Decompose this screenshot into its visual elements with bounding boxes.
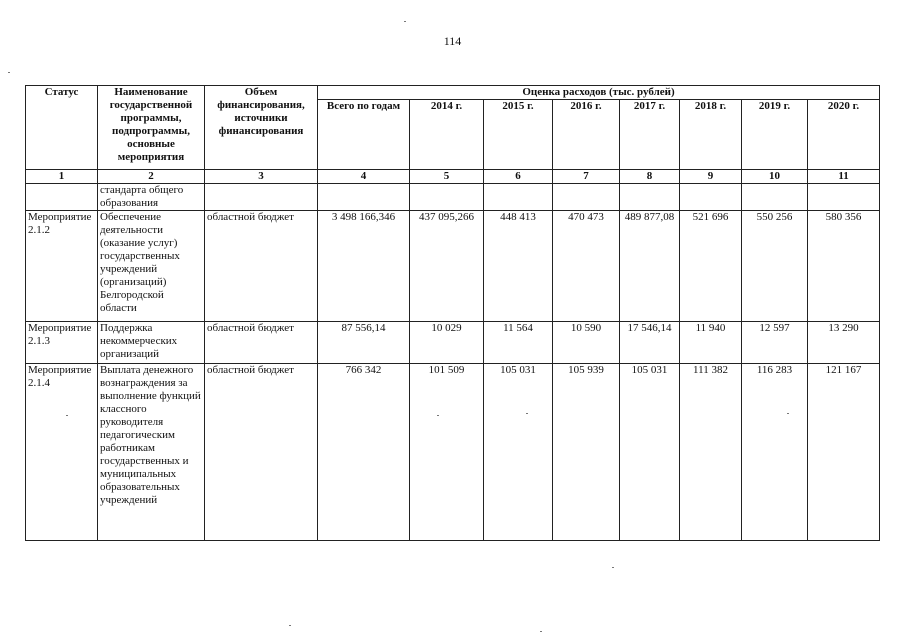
scan-speck: [612, 567, 614, 568]
row-name: Обеспечение деятельности (оказание услуг) государственных учреждений (организаций) Белгородской области: [98, 211, 205, 322]
table-row: [26, 322, 880, 364]
scan-speck: [437, 415, 439, 416]
row-total: 766 342: [318, 364, 410, 541]
row-status: Мероприятие 2.1.3: [26, 322, 98, 364]
row-name: Поддержка некоммерческих организаций: [98, 322, 205, 364]
column-number: 10: [742, 170, 808, 184]
row-year-value: 116 283: [742, 364, 808, 541]
page-number: 114: [443, 34, 462, 48]
table-row: [26, 184, 880, 211]
row-year-value: 17 546,14: [620, 322, 680, 364]
row-year-value: [742, 184, 808, 211]
row-year-value: 101 509: [410, 364, 484, 541]
column-number: 8: [620, 170, 680, 184]
row-year-value: [410, 184, 484, 211]
table-row: [26, 364, 880, 541]
row-year-value: 448 413: [484, 211, 553, 322]
row-total: 87 556,14: [318, 322, 410, 364]
row-year-value: 10 029: [410, 322, 484, 364]
scan-speck: [289, 625, 291, 626]
header-year: 2016 г.: [553, 100, 620, 170]
header-year: 2014 г.: [410, 100, 484, 170]
row-year-value: 12 597: [742, 322, 808, 364]
row-year-value: 470 473: [553, 211, 620, 322]
row-source: областной бюджет: [205, 322, 318, 364]
header-volume: Объем финансирования, источники финансирования: [205, 86, 318, 170]
column-number: 9: [680, 170, 742, 184]
row-year-value: [484, 184, 553, 211]
scan-speck: [540, 631, 542, 632]
column-number: 7: [553, 170, 620, 184]
row-source: [205, 184, 318, 211]
row-source: областной бюджет: [205, 211, 318, 322]
row-total: [318, 184, 410, 211]
column-number: 4: [318, 170, 410, 184]
row-year-value: 489 877,08: [620, 211, 680, 322]
row-name: стандарта общего образования: [98, 184, 205, 211]
row-year-value: 437 095,266: [410, 211, 484, 322]
row-year-value: 13 290: [808, 322, 880, 364]
row-year-value: 550 256: [742, 211, 808, 322]
header-year: 2015 г.: [484, 100, 553, 170]
row-name: Выплата денежного вознаграждения за выполнение функций классного руководителя педагогическим работникам государственных и муниципальных образовательных учреждений: [98, 364, 205, 541]
row-year-value: [620, 184, 680, 211]
row-year-value: 105 939: [553, 364, 620, 541]
header-estimate: Оценка расходов (тыс. рублей): [318, 86, 880, 100]
table-row: [26, 211, 880, 322]
header-year: 2017 г.: [620, 100, 680, 170]
column-numbers-row: [26, 170, 880, 184]
row-year-value: [808, 184, 880, 211]
scan-speck: [66, 415, 68, 416]
row-status: Мероприятие 2.1.4: [26, 364, 98, 541]
column-number: 3: [205, 170, 318, 184]
column-number: 5: [410, 170, 484, 184]
scan-speck: [8, 72, 10, 73]
column-number: 11: [808, 170, 880, 184]
header-row: [26, 86, 880, 100]
row-year-value: 121 167: [808, 364, 880, 541]
row-year-value: 11 940: [680, 322, 742, 364]
header-year: 2018 г.: [680, 100, 742, 170]
scan-speck: [526, 413, 528, 414]
row-source: областной бюджет: [205, 364, 318, 541]
column-number: 2: [98, 170, 205, 184]
row-year-value: 111 382: [680, 364, 742, 541]
row-year-value: 105 031: [620, 364, 680, 541]
row-year-value: [680, 184, 742, 211]
header-year: 2020 г.: [808, 100, 880, 170]
scan-speck: [404, 21, 406, 22]
header-status: Статус: [26, 86, 98, 170]
row-year-value: 521 696: [680, 211, 742, 322]
column-number: 6: [484, 170, 553, 184]
row-year-value: 105 031: [484, 364, 553, 541]
header-year: 2019 г.: [742, 100, 808, 170]
scan-speck: [787, 413, 789, 414]
column-number: 1: [26, 170, 98, 184]
row-status: [26, 184, 98, 211]
row-year-value: [553, 184, 620, 211]
row-year-value: 10 590: [553, 322, 620, 364]
row-year-value: 580 356: [808, 211, 880, 322]
header-total: Всего по годам: [318, 100, 410, 170]
financing-table: [25, 85, 880, 541]
row-total: 3 498 166,346: [318, 211, 410, 322]
row-year-value: 11 564: [484, 322, 553, 364]
header-name: Наименование государственной программы, подпрограммы, основные мероприятия: [98, 86, 205, 170]
row-status: Мероприятие 2.1.2: [26, 211, 98, 322]
